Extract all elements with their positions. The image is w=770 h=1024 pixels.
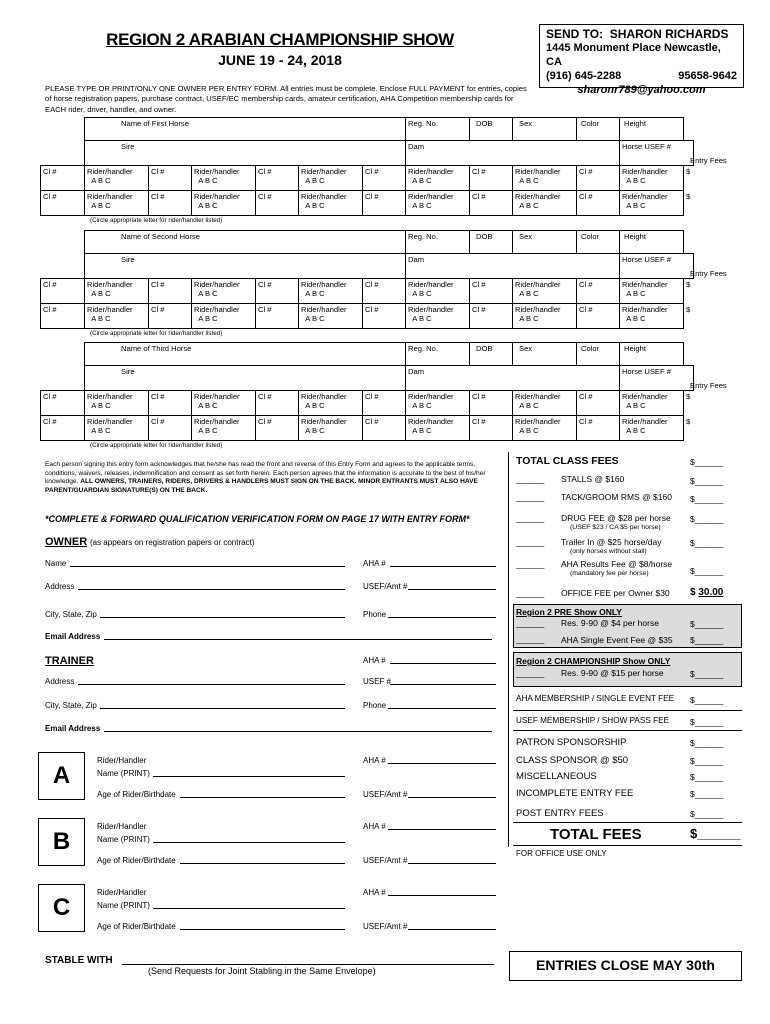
owner-email-label: Email Address	[45, 632, 101, 641]
class-number-cell[interactable]: Cl #	[470, 416, 513, 441]
horse-table-1	[40, 117, 699, 216]
owner-phone-label: Phone	[363, 610, 387, 619]
usef-membership-amount[interactable]: $______	[690, 717, 724, 727]
rider-age-field[interactable]	[180, 863, 345, 864]
class-number-cell[interactable]: Cl #	[363, 191, 406, 216]
class-number-cell[interactable]: Cl #	[577, 416, 620, 441]
reg-no-cell[interactable]: Reg. No.	[406, 118, 470, 141]
rider-handler-cell[interactable]: Rider/handler A B C	[406, 279, 470, 304]
owner-email-field[interactable]	[104, 639, 492, 640]
rider-name-field[interactable]	[153, 842, 345, 843]
rider-handler-cell[interactable]: Rider/handler A B C	[406, 391, 470, 416]
class-sponsor-amount[interactable]: $______	[690, 756, 724, 766]
rider-handler-cell[interactable]: Rider/handler A B C	[406, 191, 470, 216]
rider-handler-label: Rider/Handler	[97, 888, 147, 897]
entries-close: ENTRIES CLOSE MAY 30th	[536, 957, 715, 973]
rider-aha-field[interactable]	[388, 895, 496, 896]
sex-cell[interactable]: Sex	[513, 231, 577, 254]
class-number-cell[interactable]: Cl #	[363, 166, 406, 191]
class-number-cell[interactable]: Cl #	[41, 279, 85, 304]
owner-aha-label: AHA #	[363, 559, 386, 568]
class-number-cell[interactable]: Cl #	[577, 191, 620, 216]
rider-handler-cell[interactable]: Rider/handler A B C	[192, 304, 256, 329]
rider-age-field[interactable]	[180, 797, 345, 798]
rider-handler-cell[interactable]: Rider/handler A B C	[299, 416, 363, 441]
class-number-cell[interactable]: Cl #	[577, 304, 620, 329]
office-fee-label: OFFICE FEE per Owner $30	[561, 588, 670, 598]
class-number-cell[interactable]: Cl #	[363, 391, 406, 416]
class-number-cell[interactable]: Cl #	[41, 416, 85, 441]
trainer-city-label: City, State, Zip	[45, 701, 97, 710]
pre-show-res-label: Res. 9-90 @ $4 per horse	[561, 618, 659, 628]
entry-fee-cell[interactable]: $	[684, 279, 694, 304]
champ-res-label: Res. 9-90 @ $15 per horse	[561, 668, 664, 678]
rider-handler-cell[interactable]: Rider/handler A B C	[620, 416, 684, 441]
drug-fee-blank[interactable]: ______	[516, 513, 545, 523]
pre-show-aha-amount[interactable]: $______	[690, 635, 724, 645]
owner-usef-field[interactable]	[408, 589, 496, 590]
spacer	[684, 118, 694, 141]
rider-aha-label: AHA #	[363, 756, 386, 765]
class-number-cell[interactable]: Cl #	[470, 391, 513, 416]
dob-cell[interactable]: DOB	[470, 343, 513, 366]
rider-aha-field[interactable]	[388, 829, 496, 830]
rider-handler-cell[interactable]: Rider/handler A B C	[85, 416, 149, 441]
rider-handler-cell[interactable]: Rider/handler A B C	[513, 191, 577, 216]
rider-letter-box: B	[38, 818, 85, 866]
stable-label: STABLE WITH	[45, 955, 113, 966]
pre-show-aha-label: AHA Single Event Fee @ $35	[561, 635, 673, 645]
patron-sponsorship-amount[interactable]: $______	[690, 738, 724, 748]
total-divider	[513, 822, 742, 823]
entry-fees-label: Entry Fees	[690, 269, 727, 278]
rider-age-label: Age of Rider/Birthdate	[97, 790, 176, 799]
rider-handler-cell[interactable]: Rider/handler A B C	[406, 416, 470, 441]
rider-handler-cell[interactable]: Rider/handler A B C	[85, 191, 149, 216]
rider-handler-cell[interactable]: Rider/handler A B C	[85, 304, 149, 329]
rider-handler-label: Rider/Handler	[97, 822, 147, 831]
fee-divider	[513, 710, 742, 711]
rider-handler-cell[interactable]: Rider/handler A B C	[620, 166, 684, 191]
reg-no-cell[interactable]: Reg. No.	[406, 231, 470, 254]
class-number-cell[interactable]: Cl #	[149, 304, 192, 329]
owner-address-label: Address	[45, 582, 75, 591]
trainer-address-label: Address	[45, 677, 75, 686]
acknowledgement: Each person signing this entry form acknowledges that he/she has read the front and reverse of this Entry Form and agrees to the applicable terms, conditions, waivers, releases, indemnification and consent as set forth herein. Each person agrees that the information is accurate to the best of his/her knowledge. ALL OWNERS, TRAINERS, RIDERS, DRIVERS & HANDLERS MUST SIGN ON THE BACK. MINOR ENTRANTS MUST ALSO HAVE PARENT/GUARDIAN SIGNATURE(S) ON THE BACK.	[45, 461, 486, 494]
horse-usef-cell[interactable]: Horse USEF #	[620, 366, 694, 391]
class-number-cell[interactable]: Cl #	[470, 191, 513, 216]
rider-handler-cell[interactable]: Rider/handler A B C	[299, 191, 363, 216]
rider-usef-field[interactable]	[408, 797, 496, 798]
circle-note: (Circle appropriate letter for rider/handler listed)	[90, 442, 223, 449]
rider-handler-cell[interactable]: Rider/handler A B C	[192, 191, 256, 216]
qualification-note: *COMPLETE & FORWARD QUALIFICATION VERIFICATION FORM ON PAGE 17 WITH ENTRY FORM*	[45, 514, 470, 524]
champ-show-title: Region 2 CHAMPIONSHIP Show ONLY	[516, 656, 671, 666]
color-cell[interactable]: Color	[577, 231, 620, 254]
rider-name-label: Name (PRINT)	[97, 901, 150, 910]
trainer-heading: TRAINER	[45, 655, 94, 667]
pre-show-title: Region 2 PRE Show ONLY	[516, 607, 622, 617]
trainer-phone-label: Phone	[363, 701, 387, 710]
rider-handler-cell[interactable]: Rider/handler A B C	[513, 279, 577, 304]
class-number-cell[interactable]: Cl #	[363, 416, 406, 441]
entry-fees-label: Entry Fees	[690, 156, 727, 165]
trailer-in-blank[interactable]: ______	[516, 537, 545, 547]
sire-cell[interactable]: Sire	[85, 254, 406, 279]
stalls-label: STALLS @ $160	[561, 474, 625, 484]
rider-aha-label: AHA #	[363, 888, 386, 897]
rider-handler-cell[interactable]: Rider/handler A B C	[192, 391, 256, 416]
aha-membership-label: AHA MEMBERSHIP / SINGLE EVENT FEE	[516, 694, 675, 703]
trainer-email-field[interactable]	[104, 731, 492, 732]
sire-cell[interactable]: Sire	[85, 141, 406, 166]
total-class-fees-label: TOTAL CLASS FEES	[516, 455, 619, 467]
class-number-cell[interactable]: Cl #	[256, 166, 299, 191]
class-number-cell[interactable]: Cl #	[470, 304, 513, 329]
tack-groom-blank[interactable]: ______	[516, 492, 545, 502]
spacer	[684, 231, 694, 254]
class-number-cell[interactable]: Cl #	[149, 416, 192, 441]
rider-age-label: Age of Rider/Birthdate	[97, 922, 176, 931]
trainer-usef-field[interactable]	[390, 684, 496, 685]
class-number-cell[interactable]: Cl #	[577, 391, 620, 416]
stable-note: (Send Requests for Joint Stabling in the Same Envelope)	[148, 966, 376, 976]
sire-cell[interactable]: Sire	[85, 366, 406, 391]
total-class-fees-amount[interactable]: $______	[690, 457, 724, 467]
owner-city-field[interactable]	[100, 617, 345, 618]
spacer	[41, 254, 85, 279]
entry-instructions: PLEASE TYPE OR PRINT/ONLY ONE OWNER PER ENTRY FORM. All entries must be complete. Enclose FULL PAYMENT for entries, copies of horse registration papers, purchase contract, USEF/EC membership cards, amateur certification, AHA Competition membership cards for EACH rider, driver, handler, and owner.	[45, 84, 527, 114]
horse-table-3	[40, 342, 699, 441]
height-cell[interactable]: Height	[620, 343, 684, 366]
rider-usef-label: USEF/Amt #	[363, 790, 408, 799]
class-number-cell[interactable]: Cl #	[41, 166, 85, 191]
sex-cell[interactable]: Sex	[513, 118, 577, 141]
send-to-address: 1445 Monument Place Newcastle, CA	[546, 42, 721, 68]
trainer-aha-field[interactable]	[390, 663, 496, 664]
incomplete-entry-fee-amount[interactable]: $______	[690, 789, 724, 799]
pre-show-res-amount[interactable]: $______	[690, 619, 724, 629]
class-number-cell[interactable]: Cl #	[470, 279, 513, 304]
horse-usef-cell[interactable]: Horse USEF #	[620, 141, 694, 166]
pre-show-res-blank[interactable]: ______	[516, 618, 545, 628]
total-fees-amount[interactable]: $______	[690, 826, 741, 841]
owner-aha-field[interactable]	[390, 566, 496, 567]
trainer-city-field[interactable]	[100, 708, 345, 709]
rider-handler-cell[interactable]: Rider/handler A B C	[406, 304, 470, 329]
office-fee-amount: $ 30.00	[690, 587, 724, 598]
entry-fee-cell[interactable]: $	[684, 416, 694, 441]
spacer	[41, 343, 85, 366]
rider-handler-label: Rider/Handler	[97, 756, 147, 765]
dam-cell[interactable]: Dam	[406, 366, 620, 391]
aha-results-label: AHA Results Fee @ $8/horse	[561, 559, 673, 569]
rider-handler-cell[interactable]: Rider/handler A B C	[299, 391, 363, 416]
tack-groom-label: TACK/GROOM RMS @ $160	[561, 492, 672, 502]
incomplete-entry-fee-label: INCOMPLETE ENTRY FEE	[516, 788, 634, 799]
class-number-cell[interactable]: Cl #	[256, 191, 299, 216]
spacer	[41, 141, 85, 166]
class-number-cell[interactable]: Cl #	[149, 391, 192, 416]
owner-usef-label: USEF/Amt #	[363, 582, 408, 591]
rider-age-field[interactable]	[180, 929, 345, 930]
champ-res-amount[interactable]: $______	[690, 669, 724, 679]
aha-results-blank[interactable]: ______	[516, 559, 545, 569]
horse-table-2	[40, 230, 699, 329]
rider-handler-cell[interactable]: Rider/handler A B C	[85, 391, 149, 416]
rider-letter-box: C	[38, 884, 85, 932]
tack-groom-amount[interactable]: $______	[690, 494, 724, 504]
stalls-amount[interactable]: $______	[690, 476, 724, 486]
rider-letter-box: A	[38, 752, 85, 800]
champ-res-blank[interactable]: ______	[516, 668, 545, 678]
stable-field[interactable]	[122, 964, 494, 965]
owner-name-label: Name	[45, 559, 67, 568]
class-number-cell[interactable]: Cl #	[577, 166, 620, 191]
rider-usef-field[interactable]	[408, 929, 496, 930]
owner-heading: OWNER (as appears on registration papers or contract)	[45, 536, 255, 548]
drug-fee-label: DRUG FEE @ $28 per horse	[561, 513, 671, 523]
aha-results-note: (mandatory fee per horse)	[570, 570, 649, 577]
horse-usef-cell[interactable]: Horse USEF #	[620, 254, 694, 279]
entry-fees-label: Entry Fees	[690, 381, 727, 390]
rider-handler-cell[interactable]: Rider/handler A B C	[85, 279, 149, 304]
rider-handler-cell[interactable]: Rider/handler A B C	[192, 279, 256, 304]
entry-fee-cell[interactable]: $	[684, 304, 694, 329]
trainer-email-label: Email Address	[45, 724, 101, 733]
class-sponsor-label: CLASS SPONSOR @ $50	[516, 755, 629, 766]
owner-city-label: City, State, Zip	[45, 610, 97, 619]
rider-handler-cell[interactable]: Rider/handler A B C	[299, 304, 363, 329]
entry-fee-cell[interactable]: $	[684, 166, 694, 191]
color-cell[interactable]: Color	[577, 343, 620, 366]
office-fee-blank[interactable]: ______	[516, 588, 545, 598]
rider-handler-cell[interactable]: Rider/handler A B C	[513, 391, 577, 416]
trainer-usef-label: USEF #	[363, 677, 392, 686]
trailer-in-amount[interactable]: $______	[690, 538, 724, 548]
rider-handler-cell[interactable]: Rider/handler A B C	[620, 279, 684, 304]
entry-fee-cell[interactable]: $	[684, 391, 694, 416]
spacer	[41, 366, 85, 391]
usef-membership-label: USEF MEMBERSHIP / SHOW PASS FEE	[516, 716, 670, 725]
drug-fee-note: (USEF $23 / CA $5 per horse)	[570, 524, 661, 531]
circle-note: (Circle appropriate letter for rider/handler listed)	[90, 217, 223, 224]
rider-name-field[interactable]	[153, 908, 345, 909]
miscellaneous-label: MISCELLANEOUS	[516, 771, 597, 782]
total-fees-label: TOTAL FEES	[550, 826, 642, 843]
rider-handler-cell[interactable]: Rider/handler A B C	[620, 191, 684, 216]
dob-cell[interactable]: DOB	[470, 231, 513, 254]
send-to-box	[539, 24, 744, 96]
pre-show-aha-blank[interactable]: ______	[516, 634, 545, 644]
horse-name-cell[interactable]: Name of Third Horse	[85, 343, 406, 366]
patron-sponsorship-label: PATRON SPONSORSHIP	[516, 737, 627, 748]
miscellaneous-amount[interactable]: $______	[690, 772, 724, 782]
rider-handler-cell[interactable]: Rider/handler A B C	[513, 416, 577, 441]
rider-usef-label: USEF/Amt #	[363, 922, 408, 931]
sex-cell[interactable]: Sex	[513, 343, 577, 366]
rider-name-label: Name (PRINT)	[97, 769, 150, 778]
class-number-cell[interactable]: Cl #	[256, 416, 299, 441]
height-cell[interactable]: Height	[620, 231, 684, 254]
show-dates: JUNE 19 - 24, 2018	[218, 52, 342, 68]
form-title: REGION 2 ARABIAN CHAMPIONSHIP SHOW	[106, 30, 454, 49]
class-number-cell[interactable]: Cl #	[149, 166, 192, 191]
circle-note: (Circle appropriate letter for rider/handler listed)	[90, 330, 223, 337]
class-number-cell[interactable]: Cl #	[256, 304, 299, 329]
spacer	[41, 118, 85, 141]
class-number-cell[interactable]: Cl #	[41, 191, 85, 216]
class-number-cell[interactable]: Cl #	[41, 304, 85, 329]
rider-aha-label: AHA #	[363, 822, 386, 831]
reg-no-cell[interactable]: Reg. No.	[406, 343, 470, 366]
class-number-cell[interactable]: Cl #	[363, 279, 406, 304]
post-entry-fees-amount[interactable]: $______	[690, 809, 724, 819]
rider-handler-cell[interactable]: Rider/handler A B C	[620, 391, 684, 416]
send-to-phone: (916) 645-2288 95658-9642	[546, 70, 737, 82]
fee-divider	[513, 730, 742, 731]
class-number-cell[interactable]: Cl #	[149, 191, 192, 216]
aha-membership-amount[interactable]: $______	[690, 695, 724, 705]
trainer-address-field[interactable]	[78, 684, 345, 685]
aha-results-amount[interactable]: $______	[690, 566, 724, 576]
spacer	[41, 231, 85, 254]
rider-handler-cell[interactable]: Rider/handler A B C	[406, 166, 470, 191]
rider-handler-cell[interactable]: Rider/handler A B C	[192, 416, 256, 441]
drug-fee-amount[interactable]: $______	[690, 514, 724, 524]
entry-fee-cell[interactable]: $	[684, 191, 694, 216]
trainer-aha-label: AHA #	[363, 656, 386, 665]
rider-handler-cell[interactable]: Rider/handler A B C	[192, 166, 256, 191]
class-number-cell[interactable]: Cl #	[577, 279, 620, 304]
rider-handler-cell[interactable]: Rider/handler A B C	[85, 166, 149, 191]
height-cell[interactable]: Height	[620, 118, 684, 141]
rider-handler-cell[interactable]: Rider/handler A B C	[513, 304, 577, 329]
rider-usef-label: USEF/Amt #	[363, 856, 408, 865]
trainer-phone-field[interactable]	[388, 708, 496, 709]
class-number-cell[interactable]: Cl #	[363, 304, 406, 329]
office-use-label: FOR OFFICE USE ONLY	[516, 849, 607, 858]
dob-cell[interactable]: DOB	[470, 118, 513, 141]
send-to-email[interactable]: sharonr789@yahoo.com	[577, 84, 706, 96]
trailer-in-label: Trailer In @ $25 horse/day	[561, 537, 662, 547]
rider-usef-field[interactable]	[408, 863, 496, 864]
class-number-cell[interactable]: Cl #	[470, 166, 513, 191]
rider-name-field[interactable]	[153, 776, 345, 777]
send-to-line: SEND TO: SHARON RICHARDS	[546, 27, 729, 41]
dam-cell[interactable]: Dam	[406, 254, 620, 279]
rider-handler-cell[interactable]: Rider/handler A B C	[299, 166, 363, 191]
rider-name-label: Name (PRINT)	[97, 835, 150, 844]
office-divider	[513, 845, 742, 846]
owner-name-field[interactable]	[70, 566, 345, 567]
post-entry-fees-label: POST ENTRY FEES	[516, 808, 604, 819]
rider-aha-field[interactable]	[388, 763, 496, 764]
class-number-cell[interactable]: Cl #	[41, 391, 85, 416]
class-number-cell[interactable]: Cl #	[256, 391, 299, 416]
rider-handler-cell[interactable]: Rider/handler A B C	[513, 166, 577, 191]
owner-address-field[interactable]	[78, 589, 345, 590]
class-number-cell[interactable]: Cl #	[149, 279, 192, 304]
rider-handler-cell[interactable]: Rider/handler A B C	[620, 304, 684, 329]
color-cell[interactable]: Color	[577, 118, 620, 141]
trailer-in-note: (only horses without stall)	[570, 548, 647, 555]
rider-age-label: Age of Rider/Birthdate	[97, 856, 176, 865]
rider-handler-cell[interactable]: Rider/handler A B C	[299, 279, 363, 304]
dam-cell[interactable]: Dam	[406, 141, 620, 166]
horse-name-cell[interactable]: Name of Second Horse	[85, 231, 406, 254]
owner-phone-field[interactable]	[388, 617, 496, 618]
class-number-cell[interactable]: Cl #	[256, 279, 299, 304]
spacer	[684, 343, 694, 366]
fee-divider	[513, 686, 742, 687]
horse-name-cell[interactable]: Name of First Horse	[85, 118, 406, 141]
stalls-blank[interactable]: ______	[516, 474, 545, 484]
